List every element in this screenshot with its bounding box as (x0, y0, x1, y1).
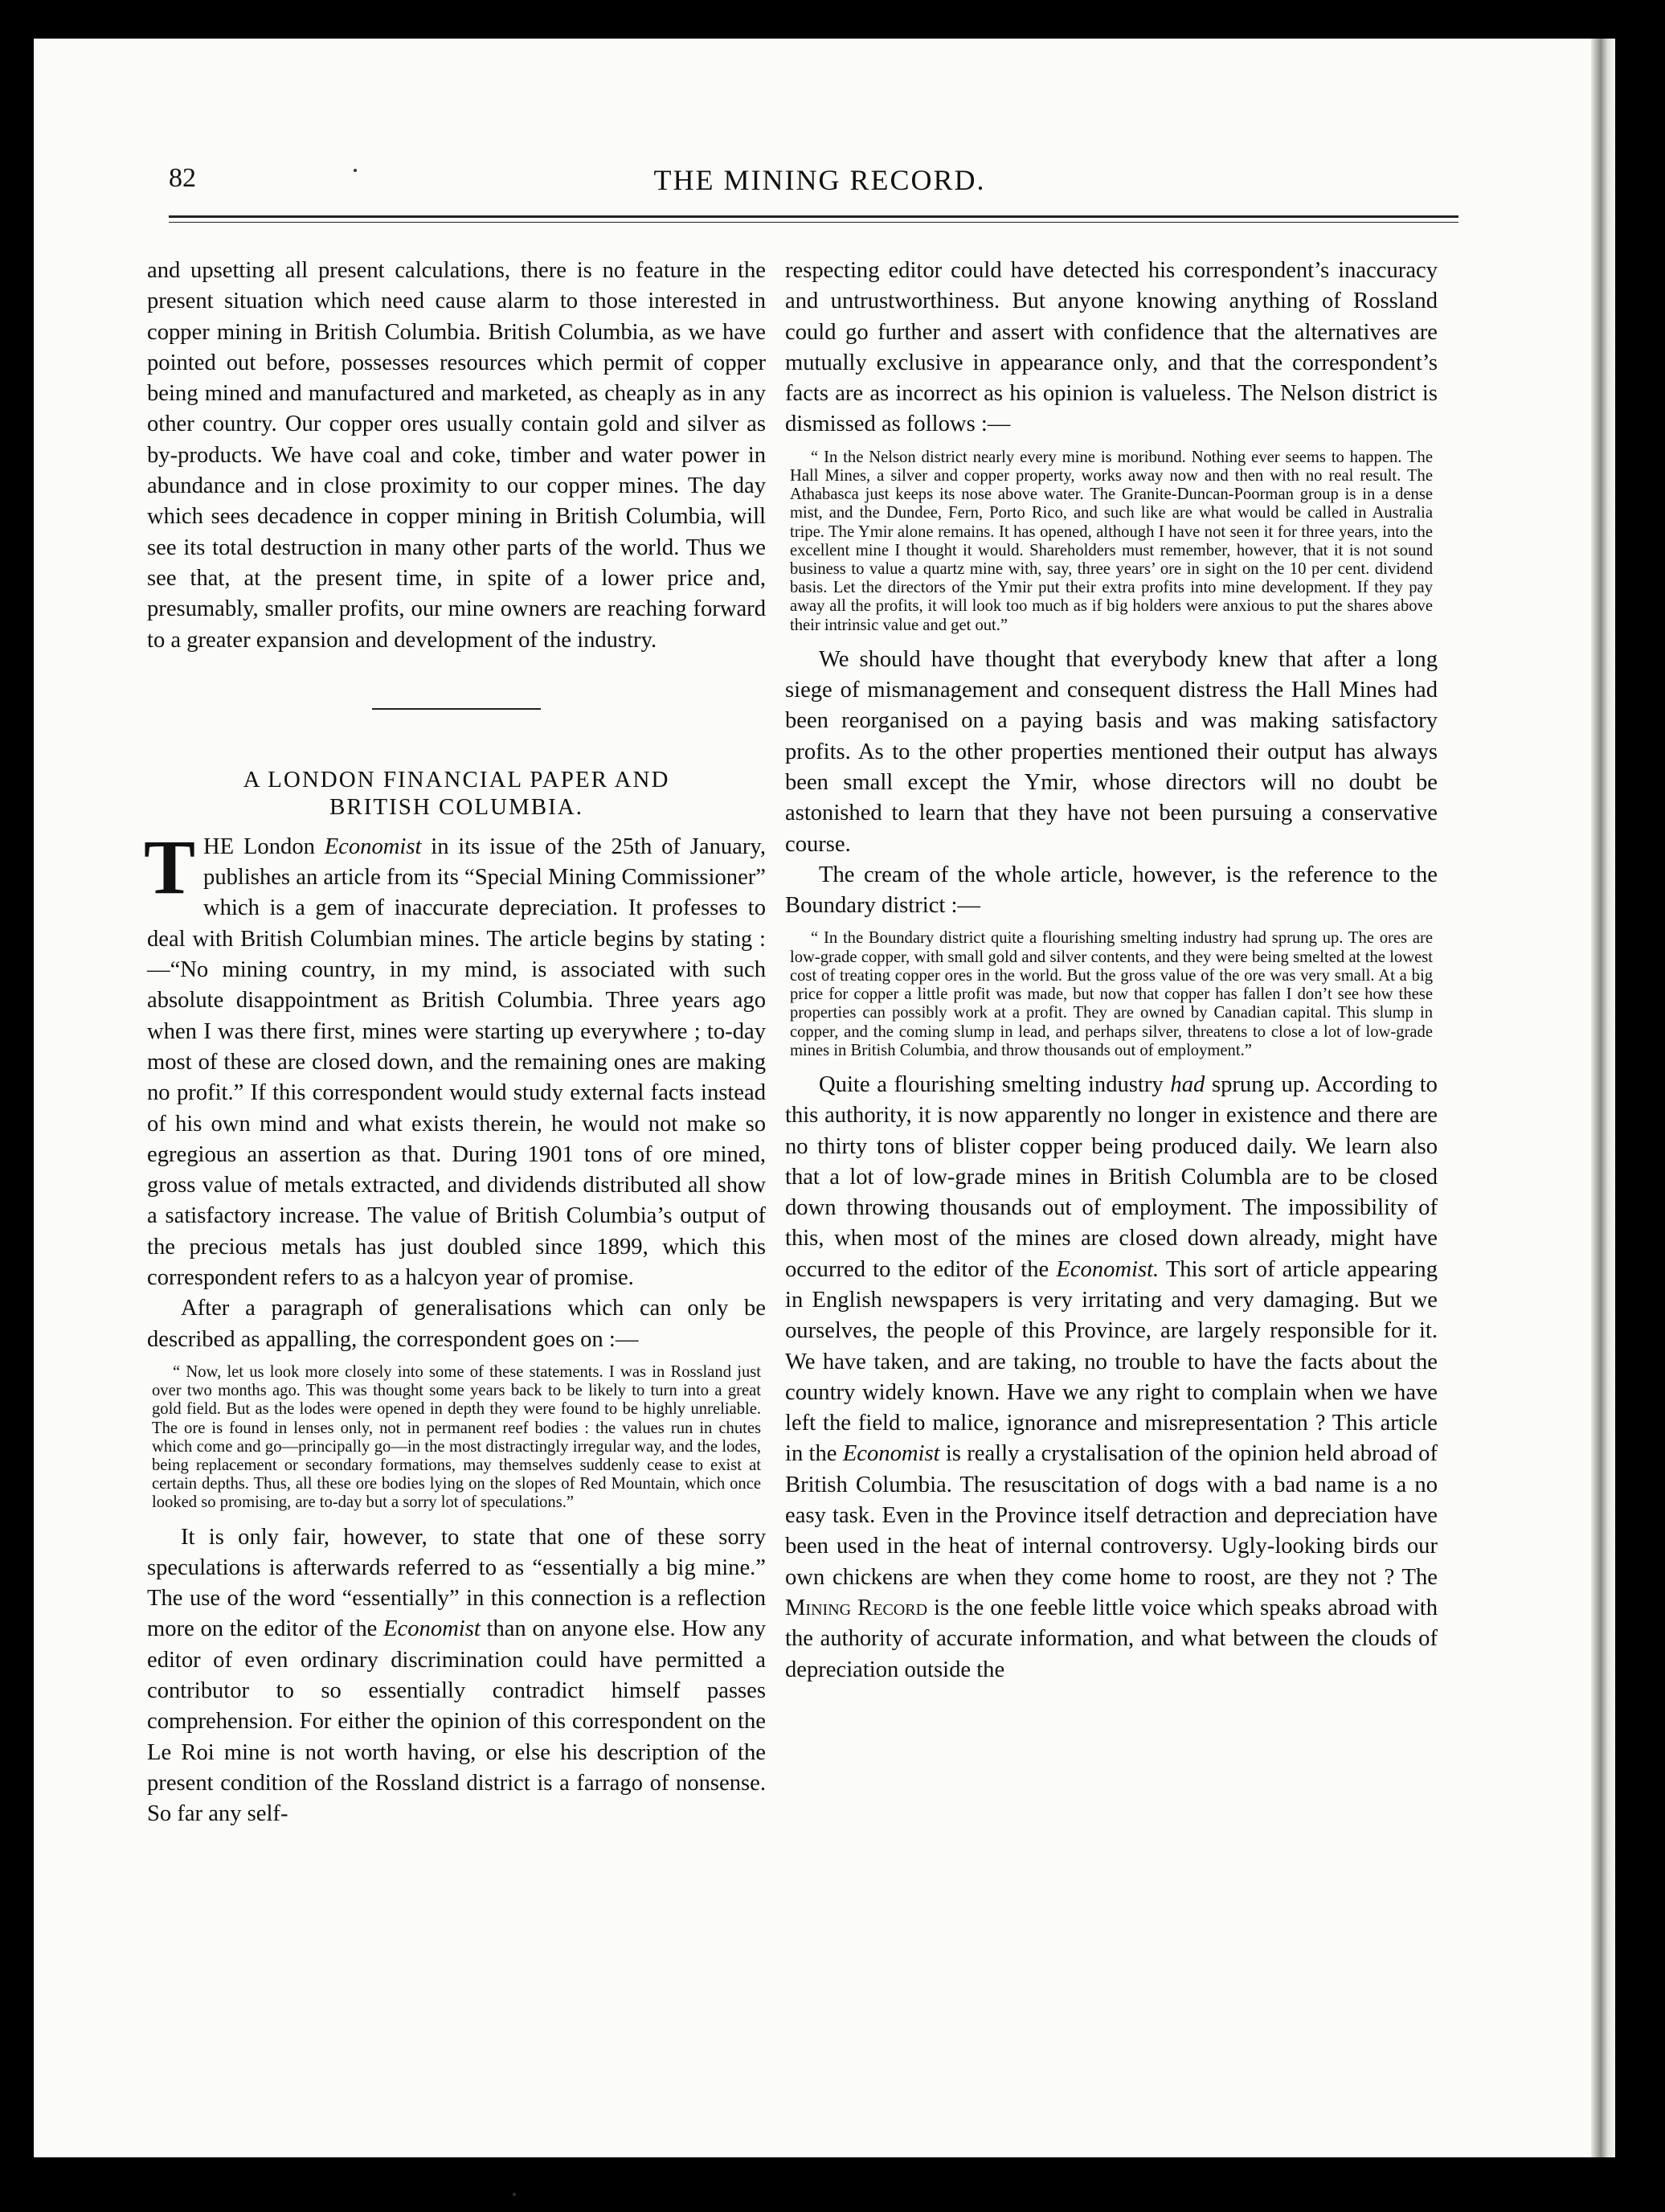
scan-speck (354, 169, 357, 172)
paragraph-generalisations: After a paragraph of generalisations which can only be described as appalling, the correspondent goes on :— (147, 1296, 766, 1352)
text-run: sprung up. According to this authority, it is now apparently no longer in existence and there are no thirty tons of blister copper being produced daily. We learn also that a lot of low-grade mines in British Columbla are to be closed down throwing thousands out of employment. The impossibility of this, when most of the mines are closed down already, might have occurred to the editor of the (785, 1071, 1438, 1282)
publication-name: Economist (383, 1616, 481, 1642)
quotation-rossland (152, 1363, 761, 1513)
right-column (785, 256, 1438, 1686)
article-title-line-1: A LONDON FINANCIAL PAPER AND (243, 766, 670, 793)
journal-title: THE MINING RECORD. (653, 164, 986, 196)
paragraph-copper-outlook: and upsetting all present calculations, there is no feature in the present situation which need cause alarm to those interested in copper mining in British Columbia. British Columbia, as we have pointed out before, possesses resources which permit of copper being mined and manufactured and marketed, as cheaply as in any other country. Our copper ores usually contain gold and silver as by-products. We have coal and coke, timber and water power in abundance and in close proximity to our copper mines. The day which sees decadence in copper mining in British Columbia, will see its total destruction in many other parts of the world. Thus we see that, at the present time, in spite of a lower price and, presumably, smaller profits, our mine owners are reaching forward to a greater expansion and development of the industry. (147, 258, 766, 653)
text-run: than on anyone else. How any editor of even ordinary discrimination could have permitted a contributor to so essentially contradict himself passes comprehension. For either the opinion of this correspondent on the Le Roi mine is not worth having, or else his description of the present condition of the Rossland district is a farrago of nonsense. So far any self- (147, 1616, 766, 1827)
paragraph-boundary-intro: The cream of the whole article, however, is the reference to the Boundary district :— (785, 862, 1438, 919)
page-spine-shadow (1591, 39, 1615, 2157)
text-run: HE London (203, 834, 325, 859)
left-column (144, 256, 766, 1830)
page-number: 82 (169, 163, 196, 193)
text-run: is really a crystalisation of the opinion held abroad of British Columbia. The resuscitation of dogs with a bad name is a no easy task. Even in the Province itself detraction and depreciation have been used in the heat of internal controversy. Ugly-looking birds our own chickens are when they come home to roost, are they not ? The (785, 1441, 1438, 1590)
section-divider (372, 708, 541, 710)
quotation-text: “ In the Boundary district quite a flourishing smelting industry had sprung up. The ores are low-grade copper, with small gold and silver contents, and they were being smelted at the lowest cost of treating copper ores in the world. But the gross value of the ore was very small. At a big price for copper a little profit was made, but now that copper has fallen I don’t see how these properties can possibly work at a profit. They are owned by Canadian capital. This slump in copper, and the coming slump in lead, and perhaps silver, threatens to close a lot of low-grade mines in British Columbia, and throw thousands out of employment.” (790, 929, 1433, 1059)
drop-cap: T (144, 823, 196, 910)
emphasis-word: had (1170, 1071, 1205, 1097)
text-run: is the one feeble little voice which speaks abroad with the authority of accurate information, and what between the clouds of depreciation outside the (785, 1595, 1438, 1682)
quotation-nelson (790, 449, 1433, 635)
text-run: in its issue of the 25th of January, publishes an article from its “Special Mining Commissioner” which is a gem of inaccurate depreciation. It professes to deal with British Columbian mines. The article begins by stating :—“No mining country, in my mind, is associated with such absolute disappointment as British Columbia. Three years ago when I was there first, mines were starting up everywhere ; to-day most of these are closed down, and the remaining ones are making no profit.” If this correspondent would study external facts instead of his own mind and what exists therein, he would not make so egregious an assertion as that. During 1901 tons of ore mined, gross value of metals extracted, and dividends distributed all show a satisfactory increase. The value of British Columbia’s output of the precious metals has just doubled since 1899, which this correspondent refers to as a halcyon year of promise. (147, 834, 766, 1291)
publication-name: Economist (324, 834, 422, 859)
quotation-boundary (790, 929, 1433, 1059)
publication-name: Economist (842, 1441, 940, 1467)
quotation-text: “ In the Nelson district nearly every mine is moribund. Nothing ever seems to happen. The Hall Mines, a silver and copper property, works away now and then with no real result. The Athabasca just keeps its nose above water. The Granite-Duncan-Poorman group is in a dense mist, and the Dundee, Fern, Porto Rico, and such like are what would be called in Australia tripe. The Ymir alone remains. It has opened, although I have not seen it for three years, into the excellent mine I thought it would. Shareholders must remember, however, that it is not sound business to value a quartz mine with, say, three years’ ore in sight on the 10 per cent. dividend basis. Let the directors of the Ymir put their extra profits into mine development. If they pay away all the profits, it will look too much as if big holders were anxious to put the shares above their intrinsic value and get out.” (790, 448, 1433, 634)
header-rule-thin (169, 222, 1458, 223)
text-run: It is only fair, however, to state that one of these sorry speculations is afterwards referred to as “essentially a big mine.” The use of the word “essentially” in this connection is a reflection more on the editor of the (147, 1524, 766, 1642)
article-title (147, 766, 766, 821)
scan-speck (513, 2193, 516, 2196)
paragraph-smelting-industry (785, 1070, 1438, 1686)
text-run: This sort of article appearing in English newspapers is very irritating and very damaging. But we ourselves, the people of this Province, are largely responsible for it. We have taken, and are taking, no trouble to have the facts about the country widely known. Have we any right to complain when we have left the field to malice, ignorance and misrepresentation ? This article in the (785, 1256, 1438, 1467)
quotation-text: “ Now, let us look more closely into some of these statements. I was in Rossland just over two months ago. This was thought some years back to be likely to turn into a great gold field. But as the lodes were opened in depth they were found to be highly unreliable. The ore is found in lenses only, not in permanent reef bodies : the values run in chutes which come and go—principally go—in the most distractingly irregular way, and the lodes, being replacement or secondary formations, may themselves suddenly cease to exist at certain depths. Thus, all these ore bodies lying on the slopes of Red Mountain, which once looked so promising, are to-day but a sorry lot of speculations.” (152, 1362, 761, 1512)
text-run: Quite a flourishing smelting industry (819, 1071, 1171, 1097)
paragraph-essentially (147, 1522, 766, 1830)
paragraph-hall-mines: We should have thought that everybody knew that after a long siege of mismanagement and consequent distress the Hall Mines had been reorganised on a paying basis and was making satisfactory profits. As to the other properties mentioned their output has always been small except the Ymir, whose directors will no doubt be astonished to learn that they have not been pursuing a conservative course. (785, 646, 1438, 857)
article-title-line-2: BRITISH COLUMBIA. (329, 793, 583, 820)
running-head (169, 163, 1374, 211)
paragraph-nelson-intro: respecting editor could have detected his correspondent’s inaccuracy and untrustworthiness. But anyone knowing anything of Rossland could go further and assert with confidence that the alternatives are mutually exclusive in appearance only, and that the correspondent’s facts are as incorrect as his opinion is valueless. The Nelson district is dismissed as follows :— (785, 258, 1438, 437)
journal-name-small-caps: Mining Record (785, 1595, 928, 1620)
header-rule-thick (169, 215, 1458, 218)
publication-name: Economist. (1056, 1256, 1160, 1282)
paragraph-economist-intro (144, 823, 766, 1293)
